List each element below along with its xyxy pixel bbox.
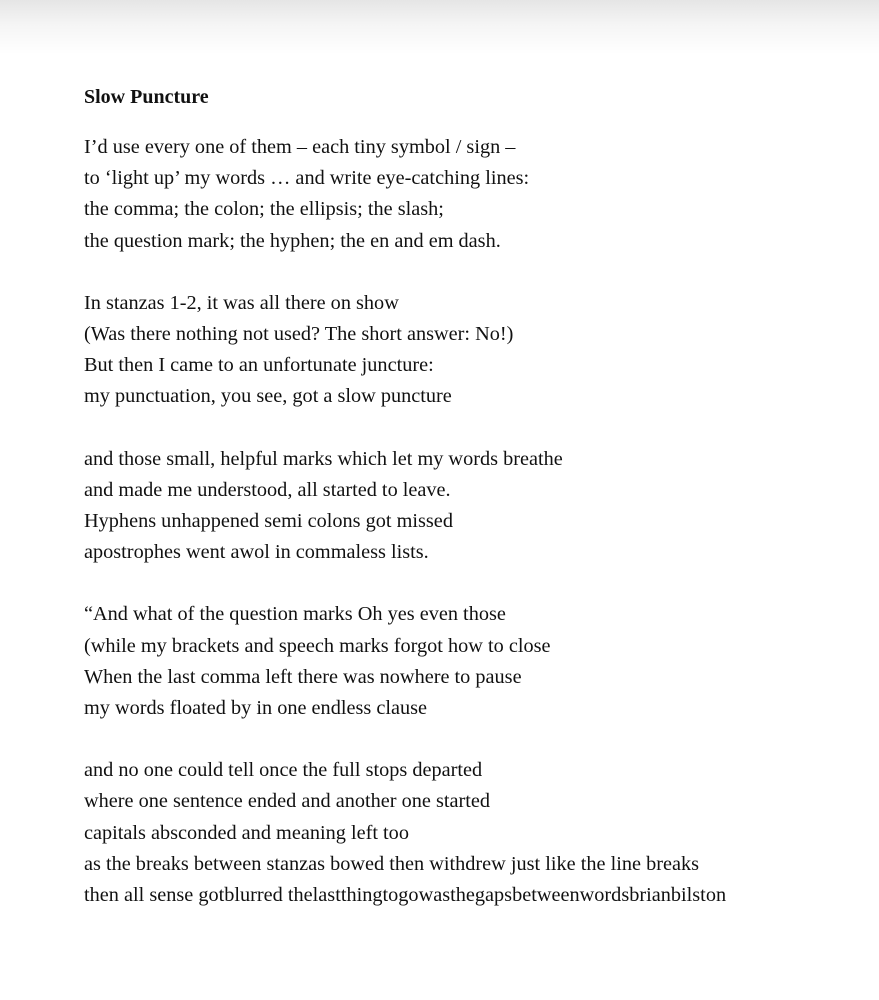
poem-line: as the breaks between stanzas bowed then withdrew just like the line breaks	[84, 852, 700, 875]
stanza-5	[84, 755, 874, 911]
stanza-4	[84, 599, 874, 724]
poem-line: (Was there nothing not used? The short answer: No!)	[84, 323, 514, 346]
poem-line: In stanzas 1-2, it was all there on show	[84, 291, 399, 314]
poem-line: and made me understood, all started to leave.	[84, 478, 451, 501]
poem-line: But then I came to an unfortunate juncture:	[84, 354, 434, 377]
poem-title: Slow Puncture	[84, 86, 209, 108]
poem-line: “And what of the question marks Oh yes even those	[84, 603, 506, 626]
top-edge-shadow	[0, 0, 879, 55]
poem-document	[84, 84, 874, 942]
poem-line: the question mark; the hyphen; the en and em dash.	[84, 229, 501, 252]
stanza-1	[84, 132, 874, 257]
poem-line: (while my brackets and speech marks forgot how to close	[84, 634, 551, 657]
poem-line: my punctuation, you see, got a slow puncture	[84, 385, 452, 408]
stanza-2	[84, 288, 874, 413]
poem-line: and no one could tell once the full stops departed	[84, 759, 483, 782]
poem-line: I’d use every one of them – each tiny symbol / sign –	[84, 136, 516, 158]
poem-line: my words floated by in one endless clause	[84, 697, 428, 720]
poem-line: capitals absconded and meaning left too	[84, 821, 409, 844]
poem-line: Hyphens unhappened semi colons got missed	[84, 510, 453, 533]
poem-line: where one sentence ended and another one started	[84, 790, 491, 813]
poem-line: apostrophes went awol in commaless lists.	[84, 541, 429, 564]
poem-line: then all sense gotblurred thelastthingtogowasthegapsbetweenwordsbrianbilston	[84, 884, 727, 907]
poem-line: to ‘light up’ my words … and write eye-catching lines:	[84, 167, 530, 190]
stanza-3	[84, 444, 874, 569]
poem-line: and those small, helpful marks which let my words breathe	[84, 447, 563, 470]
poem-line: When the last comma left there was nowhere to pause	[84, 665, 522, 688]
poem-line: the comma; the colon; the ellipsis; the slash;	[84, 198, 444, 221]
